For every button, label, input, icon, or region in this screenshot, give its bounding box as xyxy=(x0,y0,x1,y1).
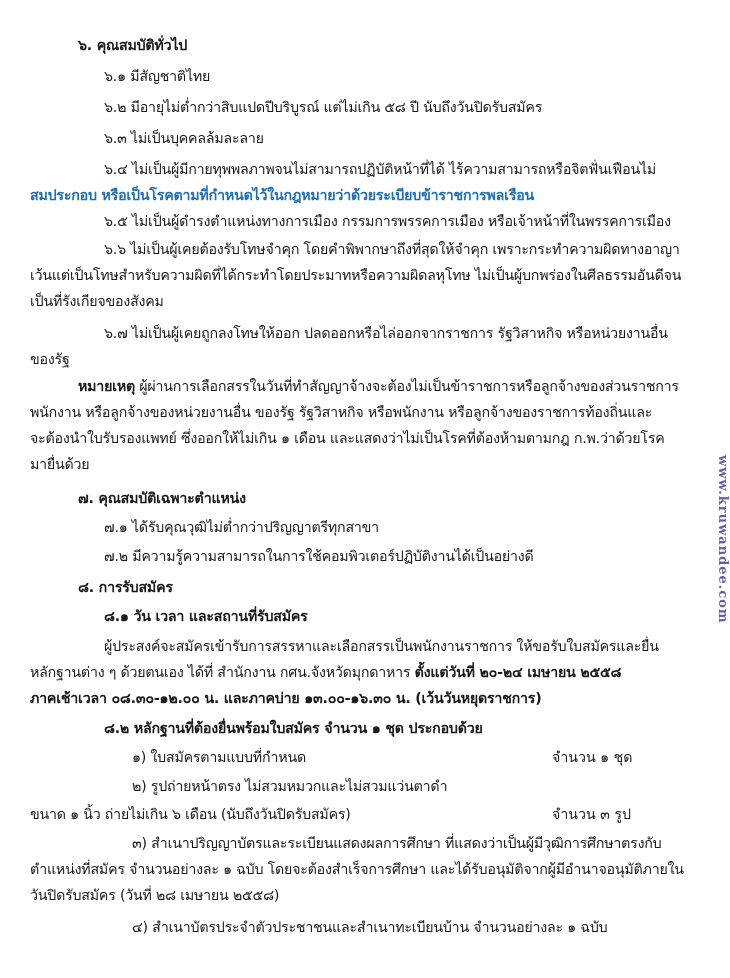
para-8-1-text: หลักฐานต่าง ๆ ด้วยตนเอง ได้ที่ สำนักงาน กศน.จังหวัดมุกดาหาร xyxy=(30,665,415,681)
note-line3: จะต้องนำใบรับรองแพทย์ ซึ่งออกให้ไม่เกิน ๑ เดือน และแสดงว่าไม่เป็นโรคที่ต้องห้ามตามกฎ ก.พ.ว่าด้วยโรค xyxy=(30,431,665,447)
item-6-6-line3: เป็นที่รังเกียจของสังคม xyxy=(30,294,164,310)
doc-1: ๑) ใบสมัครตามแบบที่กำหนด xyxy=(132,750,306,766)
note-text: ผู้ผ่านการเลือกสรรในวันที่ทำสัญญาจ้างจะต้องไม่เป็นข้าราชการหรือลูกจ้างของส่วนราชการ xyxy=(135,379,679,395)
note-line4: มายื่นด้วย xyxy=(30,457,90,473)
section-7-heading: ๗. คุณสมบัติเฉพาะตำแหน่ง xyxy=(78,491,246,507)
subsection-8-1: ๘.๑ วัน เวลา และสถานที่รับสมัคร xyxy=(104,609,308,625)
item-6-7-line1: ๖.๗ ไม่เป็นผู้เคยถูกลงโทษให้ออก ปลดออกหรือไล่ออกจากราชการ รัฐวิสาหกิจ หรือหน่วยงานอื่น xyxy=(104,326,668,342)
item-6-7-line2: ของรัฐ xyxy=(30,352,70,368)
doc-4: ๔) สำเนาบัตรประจำตัวประชาชนและสำเนาทะเบียนบ้าน จำนวนอย่างละ ๑ ฉบับ xyxy=(132,920,608,936)
item-6-6-line2: เว้นแต่เป็นโทษสำหรับความผิดที่ได้กระทำโดยประมาทหรือความผิดลหุโทษ ไม่เป็นผู้บกพร่องในศีลธรรมอันดีจน xyxy=(30,268,682,284)
item-6-5: ๖.๕ ไม่เป็นผู้ดำรงตำแหน่งทางการเมือง กรรมการพรรคการเมือง หรือเจ้าหน้าที่ในพรรคการเมือง xyxy=(104,214,671,230)
item-7-1: ๗.๑ ได้รับคุณวุฒิไม่ต่ำกว่าปริญญาตรีทุกสาขา xyxy=(104,520,379,536)
section-6-heading: ๖. คุณสมบัติทั่วไป xyxy=(78,38,188,54)
subsection-8-2: ๘.๒ หลักฐานที่ต้องยื่นพร้อมใบสมัคร จำนวน ๑ ชุด ประกอบด้วย xyxy=(104,721,483,737)
item-6-1: ๖.๑ มีสัญชาติไทย xyxy=(104,69,211,85)
doc-2-line1: ๒) รูปถ่ายหน้าตรง ไม่สวมหมวกและไม่สวมแว่นตาดำ xyxy=(132,779,448,795)
doc-3-line3: วันปิดรับสมัคร (วันที่ ๒๘ เมษายน ๒๕๕๘) xyxy=(30,888,280,904)
application-dates: ตั้งแต่วันที่ ๒๐-๒๔ เมษายน ๒๕๕๘ xyxy=(414,665,622,681)
doc-3-line2: ตำแหน่งที่สมัคร จำนวนอย่างละ ๑ ฉบับ โดยจะต้องสำเร็จการศึกษา และได้รับอนุมัติจากผู้มีอำนาจอนุมัติภายใน xyxy=(30,862,684,878)
note-line2: พนักงาน หรือลูกจ้างของหน่วยงานอื่น ของรัฐ รัฐวิสาหกิจ หรือพนักงาน หรือลูกจ้างของราชการท้องถิ่นและ xyxy=(30,405,653,421)
doc-3-line1: ๓) สำเนาปริญญาบัตรและระเบียนแสดงผลการศึกษา ที่แสดงว่าเป็นผู้มีวุฒิการศึกษาตรงกับ xyxy=(132,836,662,852)
item-6-6-line1: ๖.๖ ไม่เป็นผู้เคยต้องรับโทษจำคุก โดยคำพิพากษาถึงที่สุดให้จำคุก เพราะกระทำความผิดทางอาญา xyxy=(104,242,680,258)
para-8-1-line2 xyxy=(30,662,621,684)
note-line1 xyxy=(78,376,679,398)
doc-2-line2: ขนาด ๑ นิ้ว ถ่ายไม่เกิน ๖ เดือน (นับถึงวันปิดรับสมัคร) xyxy=(30,807,351,823)
doc-1-qty: จำนวน ๑ ชุด xyxy=(552,750,633,766)
para-8-1-line3: ภาคเช้าเวลา ๐๘.๓๐-๑๒.๐๐ น. และภาคบ่าย ๑๓.๐๐-๑๖.๓๐ น. (เว้นวันหยุดราชการ) xyxy=(30,691,542,707)
para-8-1-line1: ผู้ประสงค์จะสมัครเข้ารับการสรรหาและเลือกสรรเป็นพนักงานราชการ ให้ขอรับใบสมัครและยื่น xyxy=(104,639,659,655)
doc-2-qty: จำนวน ๓ รูป xyxy=(552,807,631,823)
note-label: หมายเหตุ xyxy=(78,379,135,395)
item-6-3: ๖.๓ ไม่เป็นบุคคลล้มละลาย xyxy=(104,131,264,147)
watermark: www.kruwandee.com xyxy=(715,455,730,624)
item-6-2: ๖.๒ มีอายุไม่ต่ำกว่าสิบแปดปีบริบูรณ์ แต่ไม่เกิน ๕๘ ปี นับถึงวันปิดรับสมัคร xyxy=(104,100,543,116)
item-7-2: ๗.๒ มีความรู้ความสามารถในการใช้คอมพิวเตอร์ปฏิบัติงานได้เป็นอย่างดี xyxy=(104,549,534,565)
item-6-4-line2: สมประกอบ หรือเป็นโรคตามที่กำหนดไว้ในกฎหมายว่าด้วยระเบียบข้าราชการพลเรือน xyxy=(30,188,535,204)
item-6-4-line1: ๖.๔ ไม่เป็นผู้มีกายทุพพลภาพจนไม่สามารถปฏิบัติหน้าที่ได้ ไร้ความสามารถหรือจิตฟั่นเฟือนไม่ xyxy=(104,162,657,178)
section-8-heading: ๘. การรับสมัคร xyxy=(78,580,173,596)
